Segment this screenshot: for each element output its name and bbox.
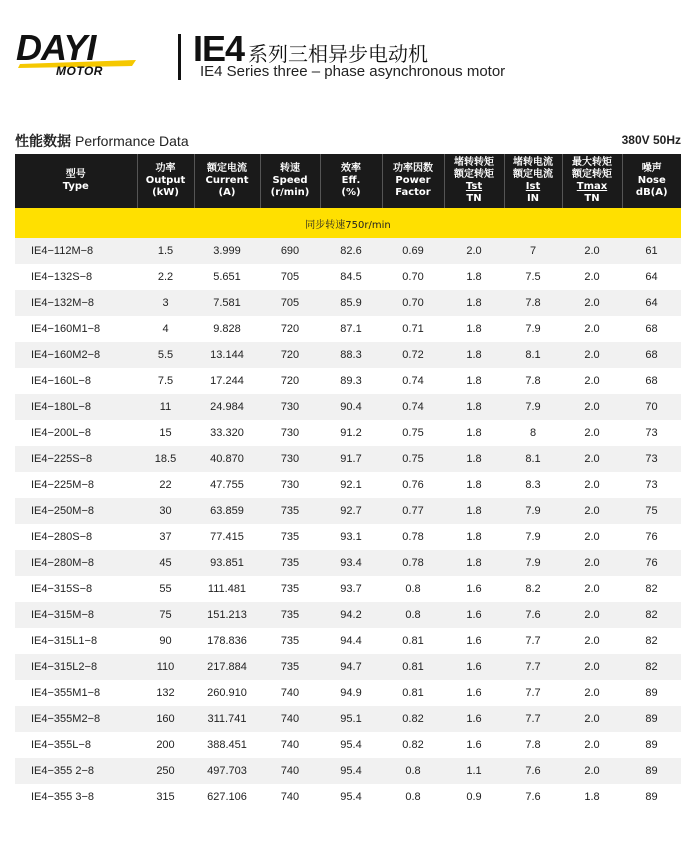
table-cell: 0.70 bbox=[382, 290, 444, 316]
table-cell: 5.5 bbox=[137, 342, 194, 368]
column-header-en: Power bbox=[395, 175, 431, 186]
table-cell: 75 bbox=[622, 498, 681, 524]
column-header bbox=[320, 154, 382, 208]
table-cell: 2.0 bbox=[562, 680, 622, 706]
table-cell: IE4−180L−8 bbox=[15, 394, 137, 420]
table-cell: 730 bbox=[260, 446, 320, 472]
column-header-en: (A) bbox=[218, 187, 236, 198]
table-cell: IE4−280M−8 bbox=[15, 550, 137, 576]
table-cell: 7.9 bbox=[504, 524, 562, 550]
table-cell: 2.0 bbox=[562, 472, 622, 498]
table-cell: 2.0 bbox=[562, 238, 622, 264]
table-row bbox=[15, 732, 681, 758]
table-cell: 0.70 bbox=[382, 264, 444, 290]
table-cell: 88.3 bbox=[320, 342, 382, 368]
table-cell: 735 bbox=[260, 524, 320, 550]
table-cell: 7.6 bbox=[504, 602, 562, 628]
table-cell: 95.4 bbox=[320, 784, 382, 810]
sync-speed-label: 同步转速750r/min bbox=[15, 208, 681, 238]
table-cell: 735 bbox=[260, 576, 320, 602]
table-cell: 94.9 bbox=[320, 680, 382, 706]
table-cell: 0.8 bbox=[382, 758, 444, 784]
table-cell: 0.81 bbox=[382, 680, 444, 706]
table-cell: 89 bbox=[622, 706, 681, 732]
table-cell: 2.0 bbox=[562, 524, 622, 550]
table-cell: 740 bbox=[260, 680, 320, 706]
table-cell: 0.72 bbox=[382, 342, 444, 368]
table-cell: 705 bbox=[260, 290, 320, 316]
table-cell: 0.81 bbox=[382, 628, 444, 654]
table-cell: 0.71 bbox=[382, 316, 444, 342]
column-header-cn: 功率 bbox=[155, 163, 176, 174]
table-cell: 2.0 bbox=[562, 342, 622, 368]
table-cell: 7.6 bbox=[504, 758, 562, 784]
table-cell: 8 bbox=[504, 420, 562, 446]
column-header bbox=[382, 154, 444, 208]
table-cell: 37 bbox=[137, 524, 194, 550]
table-cell: 0.78 bbox=[382, 550, 444, 576]
table-cell: IE4−355M1−8 bbox=[15, 680, 137, 706]
table-cell: 92.1 bbox=[320, 472, 382, 498]
table-cell: 0.9 bbox=[444, 784, 504, 810]
column-header bbox=[504, 154, 562, 208]
table-cell: 2.0 bbox=[444, 238, 504, 264]
table-row bbox=[15, 498, 681, 524]
table-cell: 1.8 bbox=[562, 784, 622, 810]
table-cell: 1.6 bbox=[444, 576, 504, 602]
table-cell: IE4−160M1−8 bbox=[15, 316, 137, 342]
table-cell: 47.755 bbox=[194, 472, 260, 498]
table-cell: 94.2 bbox=[320, 602, 382, 628]
table-cell: 1.6 bbox=[444, 680, 504, 706]
table-row bbox=[15, 394, 681, 420]
table-cell: 1.6 bbox=[444, 628, 504, 654]
column-header-cn2: 额定转矩 bbox=[572, 169, 612, 180]
table-cell: 2.2 bbox=[137, 264, 194, 290]
section-title-en: Performance Data bbox=[75, 133, 189, 149]
column-header-en: (kW) bbox=[152, 187, 179, 198]
column-header bbox=[562, 154, 622, 208]
table-cell: 1.6 bbox=[444, 706, 504, 732]
table-cell: 705 bbox=[260, 264, 320, 290]
column-header-en: Tst bbox=[465, 181, 483, 192]
table-cell: 311.741 bbox=[194, 706, 260, 732]
table-cell: 2.0 bbox=[562, 420, 622, 446]
table-cell: 735 bbox=[260, 602, 320, 628]
table-cell: 2.0 bbox=[562, 316, 622, 342]
table-row bbox=[15, 654, 681, 680]
table-cell: 8.1 bbox=[504, 446, 562, 472]
table-row bbox=[15, 446, 681, 472]
table-cell: 68 bbox=[622, 368, 681, 394]
table-cell: 740 bbox=[260, 784, 320, 810]
table-cell: 9.828 bbox=[194, 316, 260, 342]
table-cell: 0.82 bbox=[382, 706, 444, 732]
table-cell: 740 bbox=[260, 732, 320, 758]
table-cell: 7.9 bbox=[504, 498, 562, 524]
table-cell: 730 bbox=[260, 472, 320, 498]
column-header-en: Eff. bbox=[341, 175, 361, 186]
table-cell: IE4−132M−8 bbox=[15, 290, 137, 316]
table-cell: IE4−315M−8 bbox=[15, 602, 137, 628]
table-cell: 89 bbox=[622, 784, 681, 810]
table-cell: 2.0 bbox=[562, 732, 622, 758]
table-cell: 8.1 bbox=[504, 342, 562, 368]
column-header-cn: 型号 bbox=[65, 169, 86, 180]
table-cell: 0.77 bbox=[382, 498, 444, 524]
table-cell: 250 bbox=[137, 758, 194, 784]
table-cell: 2.0 bbox=[562, 706, 622, 732]
table-cell: 1.6 bbox=[444, 732, 504, 758]
column-header-en: Type bbox=[62, 181, 89, 192]
table-row bbox=[15, 602, 681, 628]
table-cell: 7.9 bbox=[504, 316, 562, 342]
table-cell: 200 bbox=[137, 732, 194, 758]
table-cell: 7.9 bbox=[504, 394, 562, 420]
table-cell: 77.415 bbox=[194, 524, 260, 550]
table-cell: 7.5 bbox=[504, 264, 562, 290]
column-header bbox=[260, 154, 320, 208]
table-cell: 1.8 bbox=[444, 420, 504, 446]
table-row bbox=[15, 628, 681, 654]
table-cell: 160 bbox=[137, 706, 194, 732]
column-header-en: Ist bbox=[525, 181, 541, 192]
table-cell: 3 bbox=[137, 290, 194, 316]
table-row bbox=[15, 550, 681, 576]
table-cell: 82 bbox=[622, 628, 681, 654]
table-cell: 260.910 bbox=[194, 680, 260, 706]
column-header-en: TN bbox=[584, 193, 600, 204]
table-cell: 2.0 bbox=[562, 394, 622, 420]
table-cell: 1.8 bbox=[444, 290, 504, 316]
performance-table bbox=[15, 154, 681, 810]
table-cell: 1.6 bbox=[444, 602, 504, 628]
table-cell: 7.581 bbox=[194, 290, 260, 316]
table-cell: 2.0 bbox=[562, 290, 622, 316]
table-cell: 92.7 bbox=[320, 498, 382, 524]
column-header-cn: 堵转电流 bbox=[513, 157, 553, 168]
table-cell: 735 bbox=[260, 628, 320, 654]
table-cell: IE4−355M2−8 bbox=[15, 706, 137, 732]
table-cell: 1.8 bbox=[444, 264, 504, 290]
table-cell: 178.836 bbox=[194, 628, 260, 654]
table-cell: 2.0 bbox=[562, 758, 622, 784]
table-cell: IE4−250M−8 bbox=[15, 498, 137, 524]
table-cell: 4 bbox=[137, 316, 194, 342]
table-cell: 95.4 bbox=[320, 758, 382, 784]
column-header-cn: 转速 bbox=[280, 163, 300, 174]
table-cell: 1.8 bbox=[444, 342, 504, 368]
table-cell: 61 bbox=[622, 238, 681, 264]
table-cell: 7.7 bbox=[504, 680, 562, 706]
table-cell: 91.2 bbox=[320, 420, 382, 446]
column-header-cn2: 额定电流 bbox=[513, 169, 553, 180]
column-header bbox=[444, 154, 504, 208]
table-cell: 730 bbox=[260, 394, 320, 420]
table-cell: 93.1 bbox=[320, 524, 382, 550]
table-cell: 85.9 bbox=[320, 290, 382, 316]
table-cell: 132 bbox=[137, 680, 194, 706]
table-cell: 1.8 bbox=[444, 550, 504, 576]
table-header-row bbox=[15, 154, 681, 208]
table-row bbox=[15, 264, 681, 290]
table-cell: 63.859 bbox=[194, 498, 260, 524]
table-cell: 84.5 bbox=[320, 264, 382, 290]
table-cell: 217.884 bbox=[194, 654, 260, 680]
table-cell: 7.8 bbox=[504, 290, 562, 316]
column-header bbox=[137, 154, 194, 208]
table-cell: 7.7 bbox=[504, 654, 562, 680]
column-header-cn: 额定电流 bbox=[207, 163, 247, 174]
table-cell: 64 bbox=[622, 290, 681, 316]
table-cell: IE4−355 2−8 bbox=[15, 758, 137, 784]
table-cell: 151.213 bbox=[194, 602, 260, 628]
table-cell: 2.0 bbox=[562, 576, 622, 602]
table-cell: 94.4 bbox=[320, 628, 382, 654]
column-header-en: Output bbox=[145, 175, 186, 186]
table-cell: 0.78 bbox=[382, 524, 444, 550]
table-cell: IE4−160M2−8 bbox=[15, 342, 137, 368]
table-cell: 2.0 bbox=[562, 628, 622, 654]
table-cell: 73 bbox=[622, 446, 681, 472]
table-cell: 18.5 bbox=[137, 446, 194, 472]
column-header-cn: 效率 bbox=[341, 163, 361, 174]
table-cell: 720 bbox=[260, 342, 320, 368]
table-cell: 690 bbox=[260, 238, 320, 264]
table-cell: 1.8 bbox=[444, 316, 504, 342]
table-cell: 8.2 bbox=[504, 576, 562, 602]
table-cell: 87.1 bbox=[320, 316, 382, 342]
table-row bbox=[15, 680, 681, 706]
table-cell: 735 bbox=[260, 550, 320, 576]
table-cell: 2.0 bbox=[562, 264, 622, 290]
column-header-en: dB(A) bbox=[635, 187, 668, 198]
voltage-frequency: 380V 50Hz bbox=[621, 133, 681, 147]
table-cell: 90.4 bbox=[320, 394, 382, 420]
series-title-cn: 系列三相异步电动机 bbox=[248, 42, 429, 66]
table-cell: 720 bbox=[260, 368, 320, 394]
table-cell: 2.0 bbox=[562, 550, 622, 576]
table-cell: 73 bbox=[622, 420, 681, 446]
table-cell: 2.0 bbox=[562, 368, 622, 394]
table-cell: 55 bbox=[137, 576, 194, 602]
table-cell: 0.75 bbox=[382, 446, 444, 472]
table-cell: 2.0 bbox=[562, 498, 622, 524]
table-cell: 7.7 bbox=[504, 628, 562, 654]
table-cell: 740 bbox=[260, 758, 320, 784]
table-cell: 17.244 bbox=[194, 368, 260, 394]
table-cell: 0.69 bbox=[382, 238, 444, 264]
table-cell: 740 bbox=[260, 706, 320, 732]
table-row bbox=[15, 576, 681, 602]
table-cell: 7.5 bbox=[137, 368, 194, 394]
table-row bbox=[15, 524, 681, 550]
table-cell: IE4−355L−8 bbox=[15, 732, 137, 758]
table-cell: 0.81 bbox=[382, 654, 444, 680]
section-title-cn: 性能数据 bbox=[15, 134, 71, 150]
table-cell: IE4−132S−8 bbox=[15, 264, 137, 290]
table-cell: 1.8 bbox=[444, 524, 504, 550]
table-row bbox=[15, 784, 681, 810]
column-header bbox=[622, 154, 681, 208]
table-cell: 1.1 bbox=[444, 758, 504, 784]
column-header bbox=[194, 154, 260, 208]
table-cell: IE4−355 3−8 bbox=[15, 784, 137, 810]
table-cell: 2.0 bbox=[562, 654, 622, 680]
table-cell: 3.999 bbox=[194, 238, 260, 264]
table-cell: 0.8 bbox=[382, 602, 444, 628]
column-header-en: Factor bbox=[395, 187, 431, 198]
table-cell: IE4−112M−8 bbox=[15, 238, 137, 264]
table-cell: 11 bbox=[137, 394, 194, 420]
table-cell: 13.144 bbox=[194, 342, 260, 368]
table-cell: 90 bbox=[137, 628, 194, 654]
table-cell: 7 bbox=[504, 238, 562, 264]
table-cell: 0.8 bbox=[382, 576, 444, 602]
column-header bbox=[15, 154, 137, 208]
table-row bbox=[15, 706, 681, 732]
table-row bbox=[15, 238, 681, 264]
table-cell: 1.8 bbox=[444, 498, 504, 524]
table-cell: 76 bbox=[622, 550, 681, 576]
logo-wordmark: DAYI bbox=[16, 30, 96, 68]
table-cell: IE4−315L1−8 bbox=[15, 628, 137, 654]
column-header-en: Current bbox=[205, 175, 249, 186]
table-cell: IE4−225M−8 bbox=[15, 472, 137, 498]
table-cell: 1.5 bbox=[137, 238, 194, 264]
table-cell: 730 bbox=[260, 420, 320, 446]
table-cell: 7.9 bbox=[504, 550, 562, 576]
column-header-cn2: 额定转矩 bbox=[454, 169, 494, 180]
table-cell: 64 bbox=[622, 264, 681, 290]
table-cell: 1.8 bbox=[444, 472, 504, 498]
table-cell: 1.8 bbox=[444, 446, 504, 472]
table-cell: 110 bbox=[137, 654, 194, 680]
table-cell: IE4−280S−8 bbox=[15, 524, 137, 550]
table-cell: 7.8 bbox=[504, 732, 562, 758]
table-cell: 15 bbox=[137, 420, 194, 446]
table-cell: 75 bbox=[137, 602, 194, 628]
table-cell: 0.8 bbox=[382, 784, 444, 810]
table-cell: 24.984 bbox=[194, 394, 260, 420]
table-cell: 76 bbox=[622, 524, 681, 550]
table-cell: 0.82 bbox=[382, 732, 444, 758]
table-cell: 30 bbox=[137, 498, 194, 524]
table-cell: 111.481 bbox=[194, 576, 260, 602]
table-cell: 497.703 bbox=[194, 758, 260, 784]
table-cell: 82 bbox=[622, 654, 681, 680]
table-cell: 735 bbox=[260, 498, 320, 524]
table-cell: 94.7 bbox=[320, 654, 382, 680]
brand-sub: MOTOR bbox=[56, 64, 103, 78]
table-cell: 1.8 bbox=[444, 368, 504, 394]
table-cell: 95.4 bbox=[320, 732, 382, 758]
column-header-en: TN bbox=[466, 193, 482, 204]
series-code: IE4 bbox=[193, 28, 245, 69]
table-cell: 8.3 bbox=[504, 472, 562, 498]
column-header-en: Tmax bbox=[576, 181, 608, 192]
column-header-en: Speed bbox=[272, 175, 308, 186]
table-cell: 82.6 bbox=[320, 238, 382, 264]
section-heading bbox=[15, 131, 681, 151]
table-cell: 91.7 bbox=[320, 446, 382, 472]
table-cell: 68 bbox=[622, 342, 681, 368]
table-cell: 627.106 bbox=[194, 784, 260, 810]
table-row bbox=[15, 342, 681, 368]
table-cell: 0.75 bbox=[382, 420, 444, 446]
column-header-en: Nose bbox=[637, 175, 666, 186]
table-cell: 93.851 bbox=[194, 550, 260, 576]
column-header-en: (%) bbox=[341, 187, 361, 198]
table-cell: 735 bbox=[260, 654, 320, 680]
table-cell: 0.76 bbox=[382, 472, 444, 498]
table-row bbox=[15, 368, 681, 394]
column-header-cn: 噪声 bbox=[641, 163, 662, 174]
column-header-cn: 堵转转矩 bbox=[454, 157, 494, 168]
table-cell: 0.74 bbox=[382, 394, 444, 420]
table-cell: 1.8 bbox=[444, 394, 504, 420]
table-cell: 22 bbox=[137, 472, 194, 498]
table-row bbox=[15, 420, 681, 446]
page-header bbox=[0, 0, 696, 100]
table-row bbox=[15, 290, 681, 316]
table-cell: 68 bbox=[622, 316, 681, 342]
column-header-cn: 功率因数 bbox=[393, 163, 433, 174]
table-cell: 45 bbox=[137, 550, 194, 576]
table-cell: 5.651 bbox=[194, 264, 260, 290]
table-cell: 40.870 bbox=[194, 446, 260, 472]
table-cell: 2.0 bbox=[562, 602, 622, 628]
table-cell: 70 bbox=[622, 394, 681, 420]
table-cell: 388.451 bbox=[194, 732, 260, 758]
series-title-en: IE4 Series three – phase asynchronous motor bbox=[200, 63, 506, 80]
table-cell: 95.1 bbox=[320, 706, 382, 732]
table-cell: 73 bbox=[622, 472, 681, 498]
table-row bbox=[15, 758, 681, 784]
table-cell: 7.8 bbox=[504, 368, 562, 394]
column-header-en: (r/min) bbox=[270, 187, 310, 198]
table-cell: 82 bbox=[622, 576, 681, 602]
table-cell: 1.6 bbox=[444, 654, 504, 680]
table-cell: IE4−200L−8 bbox=[15, 420, 137, 446]
table-cell: 89 bbox=[622, 758, 681, 784]
table-cell: 93.7 bbox=[320, 576, 382, 602]
table-row bbox=[15, 472, 681, 498]
sync-speed-row bbox=[15, 208, 681, 238]
table-cell: IE4−225S−8 bbox=[15, 446, 137, 472]
table-cell: 89 bbox=[622, 732, 681, 758]
table-cell: 2.0 bbox=[562, 446, 622, 472]
table-cell: 89 bbox=[622, 680, 681, 706]
header-divider bbox=[178, 34, 181, 80]
table-cell: 33.320 bbox=[194, 420, 260, 446]
table-cell: 315 bbox=[137, 784, 194, 810]
column-header-en: IN bbox=[526, 193, 540, 204]
table-cell: 0.74 bbox=[382, 368, 444, 394]
table-cell: 720 bbox=[260, 316, 320, 342]
table-cell: 7.7 bbox=[504, 706, 562, 732]
table-cell: 7.6 bbox=[504, 784, 562, 810]
column-header-cn: 最大转矩 bbox=[572, 157, 612, 168]
table-cell: 82 bbox=[622, 602, 681, 628]
table-cell: 93.4 bbox=[320, 550, 382, 576]
table-cell: IE4−315S−8 bbox=[15, 576, 137, 602]
table-row bbox=[15, 316, 681, 342]
table-cell: IE4−315L2−8 bbox=[15, 654, 137, 680]
table-cell: IE4−160L−8 bbox=[15, 368, 137, 394]
table-cell: 89.3 bbox=[320, 368, 382, 394]
